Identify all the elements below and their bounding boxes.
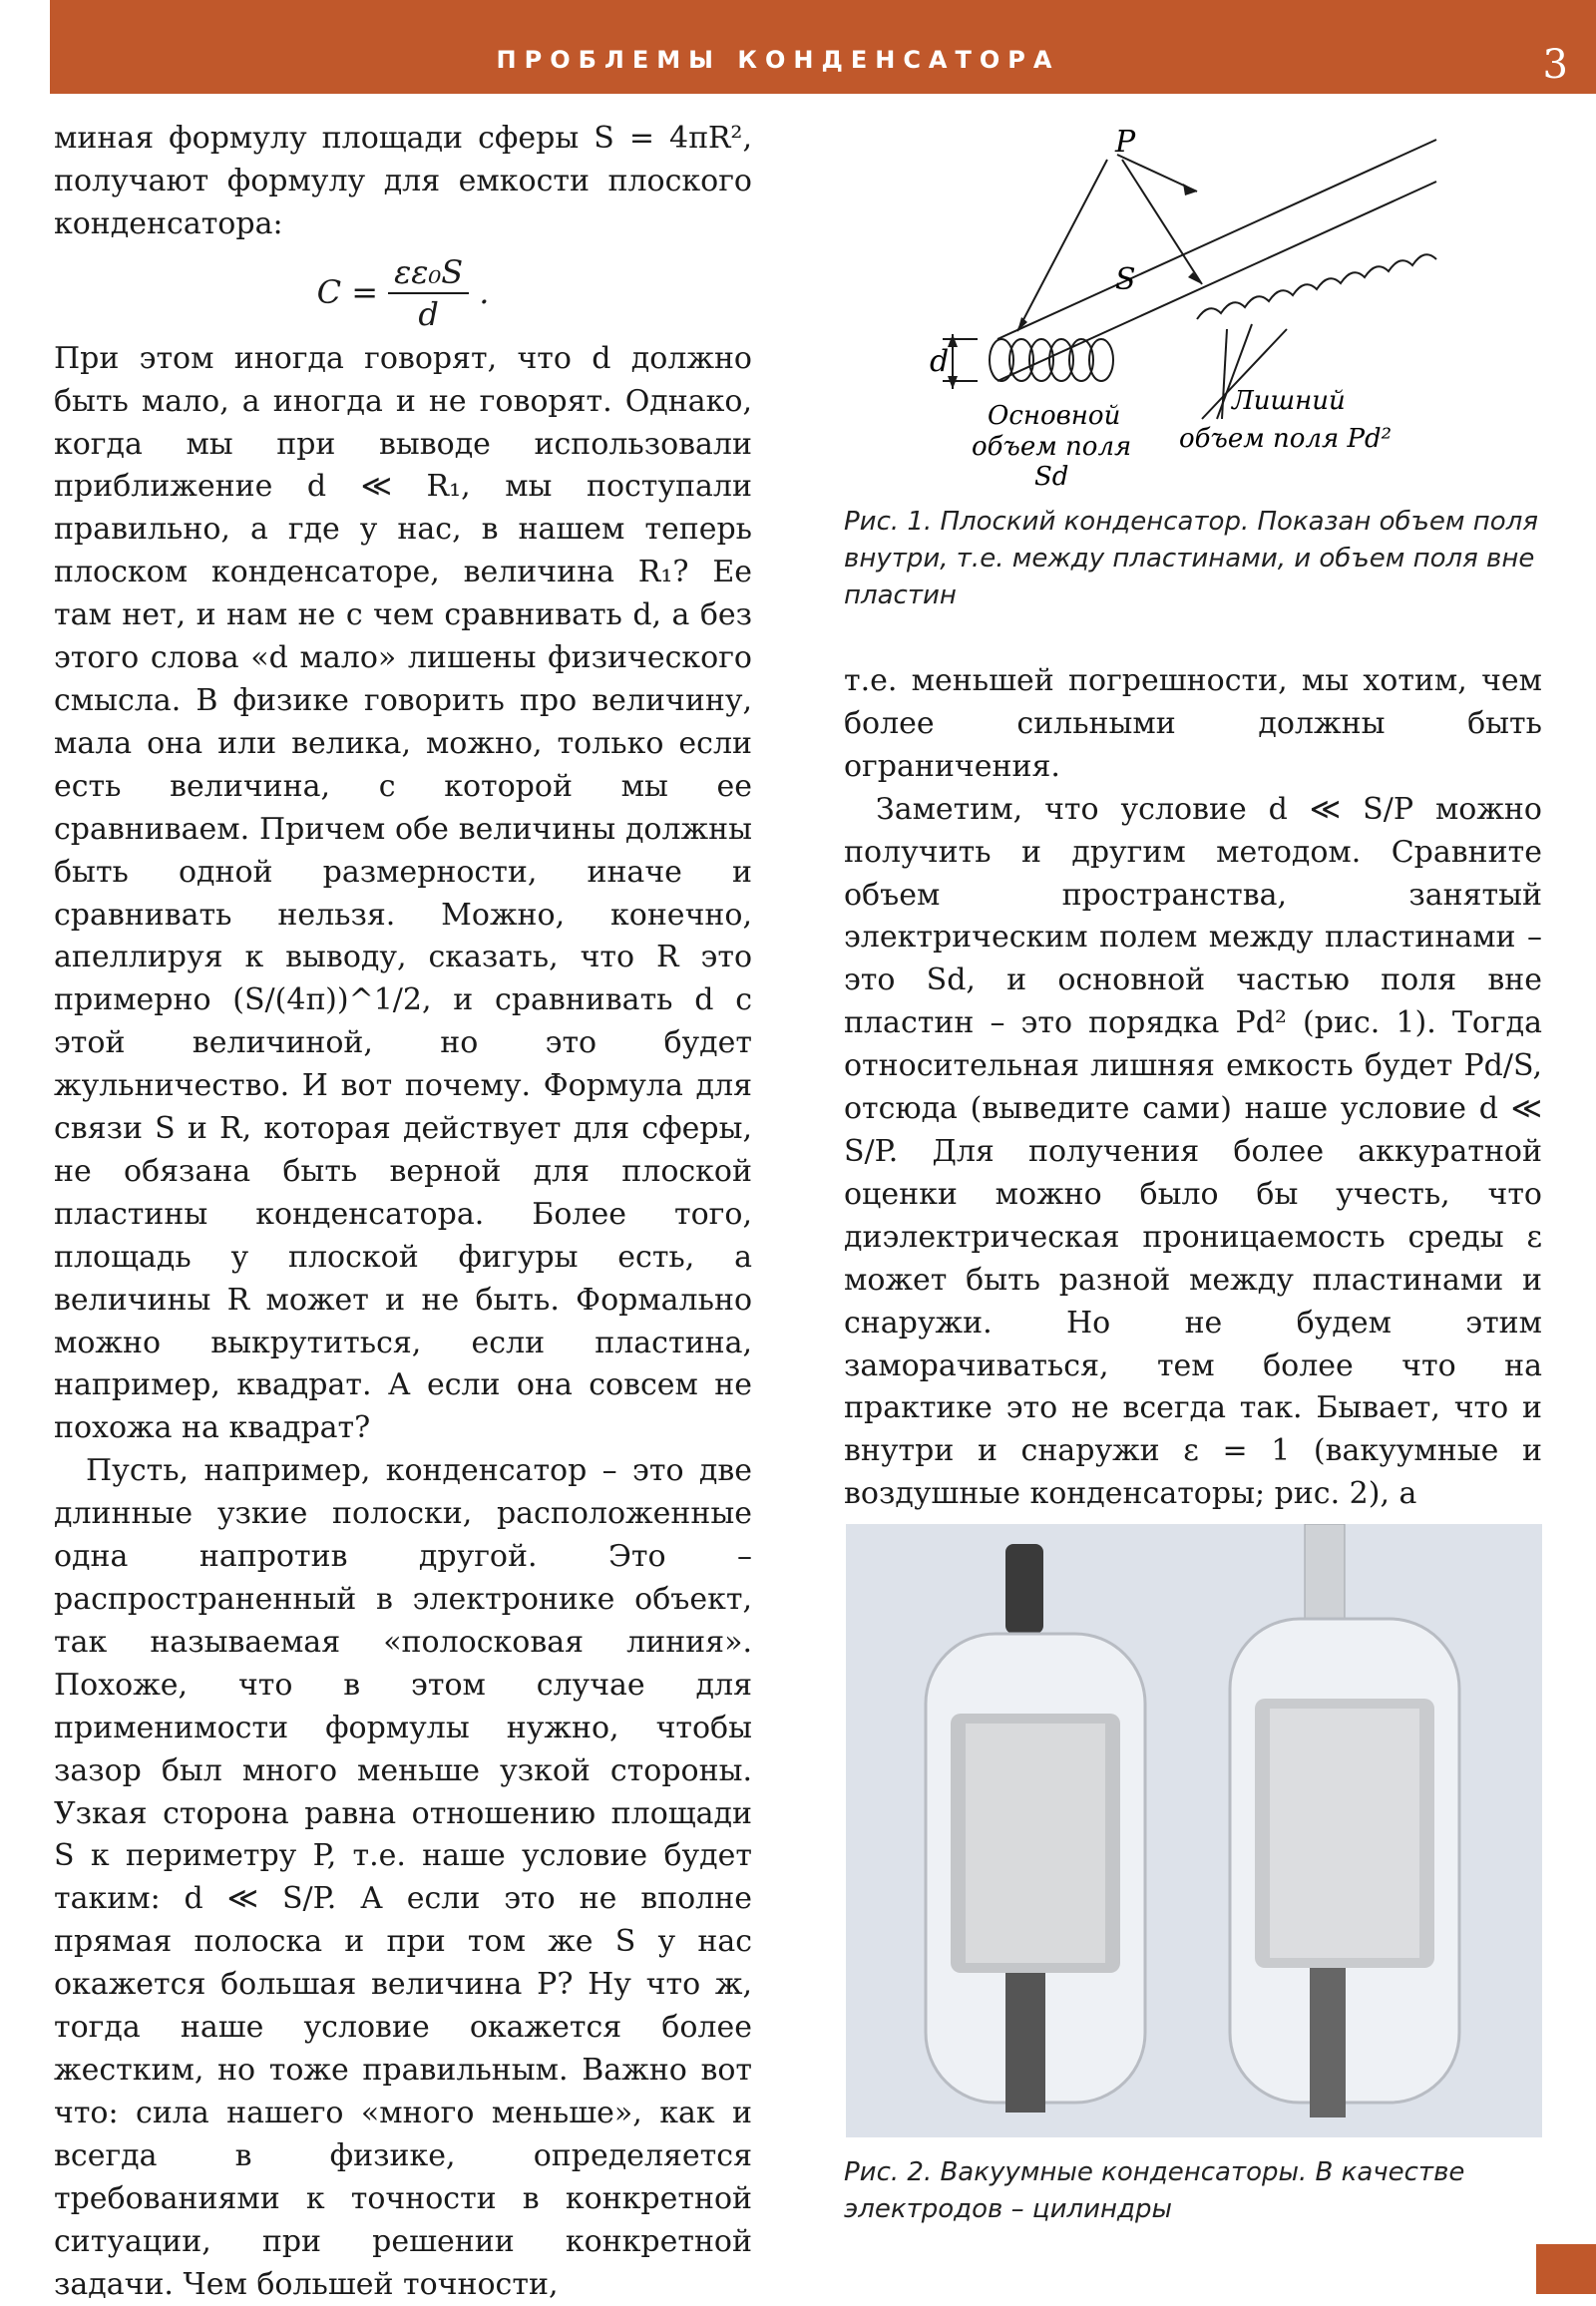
capacitor-diagram — [898, 120, 1456, 509]
paragraph: При этом иногда говорят, что d должно быть мало, а иногда и не говорят. Однако, когда мы при выводе использовали приближение d ≪ R₁, мы поступали правильно, а где у нас, в нашем теперь плоском конденсаторе, величина R₁? Ее там нет, и нам не с чем сравнивать d, а без этого слова «d мало» лишены физического смысла. В физике говорить про величину, мала она или велика, можно, только если есть величина, с которой мы ее сравниваем. Причем обе величины должны быть одной размерности, иначе и сравнивать нельзя. Можно, конечно, апеллируя к выводу, сказать, что R это примерно (S/(4π))^1/2, и сравнивать d с этой величиной, но это будет жульничество. И вот почему. Формула для связи S и R, которая действует для сферы, не обязана быть верной для плоской пластины конденсатора. Более того, площадь у плоской фигуры есть, а величины R может и не быть. Формально можно выкрутиться, если пластина, например, квадрат. А если она совсем не похожа на квадрат? — [54, 340, 752, 1446]
label-p: P — [1115, 125, 1136, 160]
right-column — [844, 660, 1542, 1516]
label-s: S — [1115, 262, 1136, 297]
intro-text: миная формулу площади сферы S = 4πR², получают формулу для емкости плоского конденсатора: — [54, 121, 752, 241]
page-header — [50, 0, 1596, 94]
label-d: d — [930, 344, 950, 379]
paragraph: Заметим, что условие d ≪ S/P можно получить и другим методом. Сравните объем пространства, занятый электрическим полем между пластинами – это Sd, и основной частью поля вне пластин – это порядка Pd² (рис. 1). Тогда относительная лишняя емкость будет Pd/S, отсюда (выведите сами) наше условие d ≪ S/P. Для получения более аккуратной оценки можно было бы учесть, что диэлектрическая проницаемость среды ε может быть разной между пластинами и снаружи. Но не будем этим заморачиваться, тем более что на практике это не всегда так. Бывает, что и внутри и снаружи ε = 1 (вакуумные и воздушные конденсаторы; рис. 2), а — [844, 791, 1542, 1512]
capacitance-formula — [54, 252, 752, 334]
formula-trailing: . — [479, 273, 490, 312]
formula-numerator: εε₀S — [388, 252, 469, 294]
running-title: ПРОБЛЕМЫ КОНДЕНСАТОРА — [496, 46, 1060, 74]
label-extra-volume-2: объем поля Pd² — [1179, 424, 1393, 454]
figure-1-caption: Рис. 1. Плоский конденсатор. Показан объем поля внутри, т.е. между пластинами, и объем поля вне пластин — [844, 507, 1538, 610]
formula-denominator: d — [418, 294, 439, 333]
footer-accent — [1536, 2244, 1596, 2294]
formula-lhs: C = — [316, 273, 379, 312]
left-column — [54, 118, 752, 2306]
vacuum-capacitors-photo — [846, 1524, 1542, 2137]
paragraph: т.е. меньшей погрешности, мы хотим, чем более сильными должны быть ограничения. — [844, 663, 1542, 784]
figure-2-caption: Рис. 2. Вакуумные конденсаторы. В качестве электродов – цилиндры — [844, 2157, 1465, 2224]
formula-fraction — [388, 252, 469, 334]
label-extra-volume-1: Лишний — [1232, 386, 1346, 416]
label-main-volume-2: объем поля — [972, 432, 1132, 462]
label-main-volume-3: Sd — [1034, 462, 1069, 492]
paragraph: Пусть, например, конденсатор – это две длинные узкие полоски, расположенные одна напротив другой. Это – распространенный в электронике объект, так называемая «полосковая линия». Похоже, что в этом случае для применимости формулы нужно, чтобы зазор был много меньше узкой стороны. Узкая сторона равна отношению площади S к периметру P, т.е. наше условие будет таким: d ≪ S/P. А если это не вполне прямая полоска и при том же S у нас окажется большая величина P? Ну что ж, тогда наше условие окажется более жестким, но тоже правильным. Важно вот что: сила нашего «много меньше», как и всегда в физике, определяется требованиями к точности в конкретной ситуации, при решении конкретной задачи. Чем большей точности, — [54, 1453, 752, 2302]
field-arcs — [990, 254, 1436, 381]
page-number: 3 — [1542, 42, 1568, 88]
label-main-volume-1: Основной — [988, 401, 1121, 431]
